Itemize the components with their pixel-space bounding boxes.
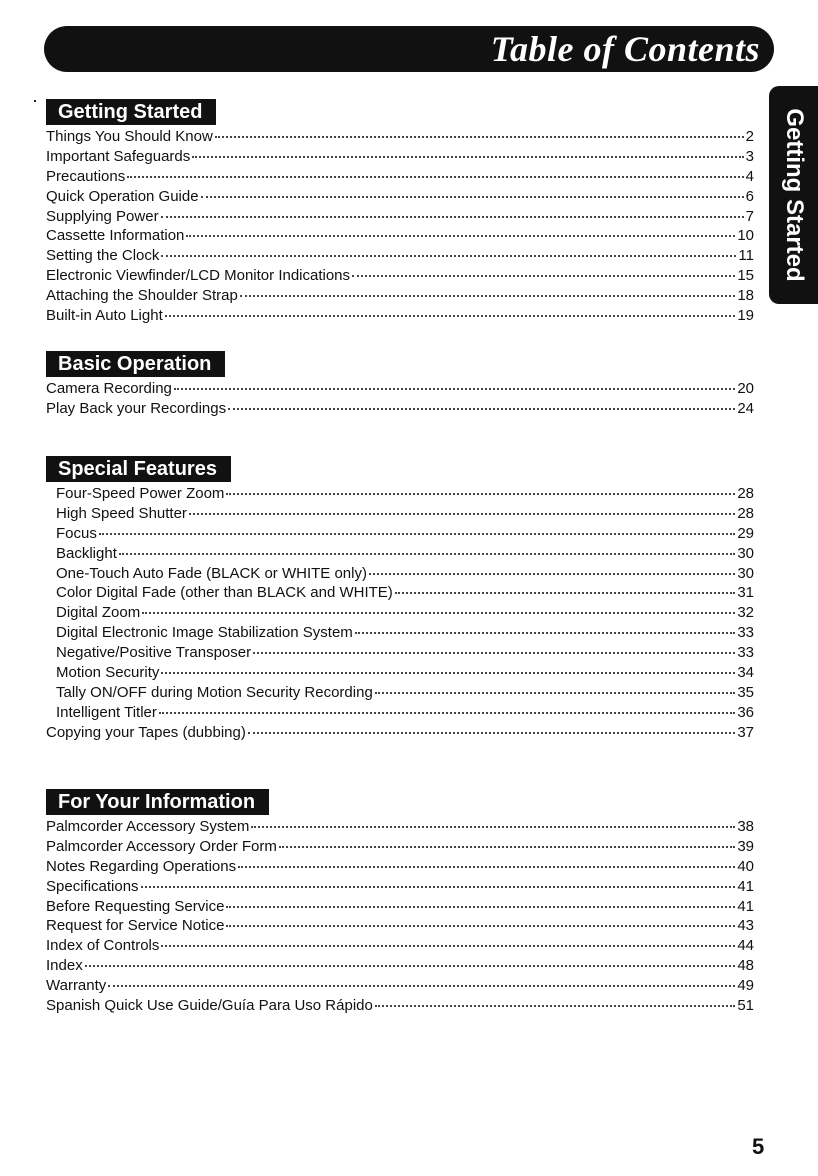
dot-leader — [127, 176, 743, 178]
toc-list — [46, 817, 754, 1016]
toc-entry[interactable] — [46, 127, 754, 147]
toc-entry-page: 33 — [737, 644, 754, 662]
toc-entry-page: 31 — [737, 584, 754, 602]
dot-leader — [240, 295, 736, 297]
toc-entry-label: Digital Electronic Image Stabilization System — [56, 624, 353, 642]
dot-leader — [375, 692, 736, 694]
dot-leader — [279, 846, 735, 848]
dot-leader — [165, 315, 736, 317]
toc-entry[interactable] — [46, 207, 754, 227]
toc-entry-page: 48 — [737, 957, 754, 975]
dot-leader — [186, 235, 735, 237]
dot-leader — [226, 493, 735, 495]
dot-leader — [375, 1005, 735, 1007]
toc-entry-label: One-Touch Auto Fade (BLACK or WHITE only) — [56, 564, 367, 582]
toc-entry-page: 10 — [737, 227, 754, 245]
toc-entry[interactable] — [46, 504, 754, 524]
title-banner — [44, 26, 774, 72]
toc-entry[interactable] — [46, 976, 754, 996]
dot-leader — [355, 632, 736, 634]
toc-entry[interactable] — [46, 266, 754, 286]
toc-entry-page: 41 — [737, 877, 754, 895]
section-heading: Basic Operation — [46, 351, 225, 377]
toc-entry-page: 35 — [737, 683, 754, 701]
toc-entry-label: Motion Security — [56, 664, 160, 682]
toc-entry[interactable] — [46, 723, 754, 743]
toc-entry-page: 36 — [737, 703, 754, 721]
dot-leader — [141, 886, 736, 888]
dot-leader — [352, 275, 735, 277]
toc-entry-page: 38 — [737, 818, 754, 835]
toc-entry-page: 20 — [737, 380, 754, 397]
toc-entry[interactable] — [46, 564, 754, 584]
toc-entry-label: Warranty — [46, 977, 107, 995]
toc-entry-page: 24 — [737, 399, 754, 417]
dot-leader — [369, 573, 735, 575]
toc-entry-page: 18 — [737, 287, 754, 305]
dot-leader — [119, 553, 735, 555]
toc-entry-page: 30 — [737, 564, 754, 582]
toc-list — [46, 379, 754, 419]
toc-entry[interactable] — [46, 683, 754, 703]
toc-entry[interactable] — [46, 996, 754, 1016]
toc-entry-label: Copying your Tapes (dubbing) — [46, 723, 246, 741]
dot-leader — [159, 712, 735, 714]
toc-entry[interactable] — [46, 663, 754, 683]
toc-entry-page: 6 — [745, 187, 754, 205]
dot-leader — [226, 906, 735, 908]
toc-entry-label: Negative/Positive Transposer — [56, 644, 252, 662]
toc-entry-label: Spanish Quick Use Guide/Guía Para Uso Rápido — [46, 997, 373, 1015]
dot-leader — [142, 612, 735, 614]
toc-entry-page: 11 — [738, 247, 754, 265]
toc-entry[interactable] — [46, 936, 754, 956]
section-for-your-information — [46, 789, 754, 1016]
toc-entry-page: 40 — [737, 857, 754, 875]
toc-entry-label: Important Safeguards — [46, 147, 191, 165]
toc-entry-label: Precautions — [46, 167, 126, 185]
section-getting-started — [46, 99, 754, 326]
dot-leader — [251, 826, 735, 828]
toc-entry-label: Camera Recording — [46, 380, 172, 397]
toc-entry[interactable] — [46, 897, 754, 917]
toc-entry-label: Color Digital Fade (other than BLACK and WHITE) — [56, 584, 393, 602]
toc-entry-page: 44 — [737, 937, 754, 955]
dot-leader — [248, 732, 735, 734]
toc-entry-page: 37 — [737, 723, 754, 741]
toc-entry-label: Palmcorder Accessory Order Form — [46, 837, 277, 855]
toc-entry-label: Tally ON/OFF during Motion Security Recording — [56, 683, 373, 701]
dot-leader — [99, 533, 735, 535]
toc-entry[interactable] — [46, 226, 754, 246]
dot-leader — [161, 945, 735, 947]
toc-entry-label: Index — [46, 957, 83, 975]
toc-entry-label: Play Back your Recordings — [46, 399, 227, 417]
toc-entry[interactable] — [46, 623, 754, 643]
toc-entry-label: Setting the Clock — [46, 247, 160, 265]
toc-entry-label: Index of Controls — [46, 937, 160, 955]
toc-entry-label: Supplying Power — [46, 207, 159, 225]
dot-leader — [161, 216, 744, 218]
toc-entry-label: Before Requesting Service — [46, 897, 225, 915]
toc-entry[interactable] — [46, 916, 754, 936]
toc-entry[interactable] — [46, 817, 754, 837]
toc-entry-page: 19 — [737, 307, 754, 325]
toc-list — [46, 484, 754, 743]
section-basic-operation — [46, 351, 754, 419]
toc-entry[interactable] — [46, 524, 754, 544]
toc-entry[interactable] — [46, 837, 754, 857]
dot-leader — [395, 592, 736, 594]
dot-leader — [215, 136, 744, 138]
toc-entry-label: Four-Speed Power Zoom — [56, 485, 225, 502]
toc-entry-label: Things You Should Know — [46, 128, 213, 145]
toc-entry-page: 32 — [737, 604, 754, 622]
toc-entry-page: 29 — [737, 524, 754, 542]
toc-entry-label: Intelligent Titler — [56, 703, 157, 721]
dot-leader — [174, 388, 735, 390]
toc-entry[interactable] — [46, 603, 754, 623]
toc-entry[interactable] — [46, 306, 754, 326]
toc-entry[interactable] — [46, 167, 754, 187]
toc-entry-page: 39 — [737, 837, 754, 855]
scan-speck — [34, 100, 36, 102]
toc-entry-page: 15 — [737, 267, 754, 285]
toc-entry[interactable] — [46, 246, 754, 266]
toc-entry-label: Focus — [56, 524, 97, 542]
toc-entry-label: Electronic Viewfinder/LCD Monitor Indications — [46, 267, 351, 285]
toc-entry-page: 34 — [737, 664, 754, 682]
toc-entry-label: Quick Operation Guide — [46, 187, 199, 205]
toc-entry-label: Digital Zoom — [56, 604, 141, 622]
toc-entry[interactable] — [46, 583, 754, 603]
section-heading: Getting Started — [46, 99, 216, 125]
toc-entry-label: Specifications — [46, 877, 139, 895]
toc-entry[interactable] — [46, 147, 754, 167]
toc-entry[interactable] — [46, 956, 754, 976]
toc-entry[interactable] — [46, 379, 754, 399]
toc-entry-page: 3 — [745, 147, 754, 165]
side-tab — [769, 86, 818, 304]
dot-leader — [161, 255, 736, 257]
dot-leader — [108, 985, 735, 987]
dot-leader — [201, 196, 744, 198]
toc-entry[interactable] — [46, 877, 754, 897]
toc-entry-label: Palmcorder Accessory System — [46, 818, 250, 835]
dot-leader — [226, 925, 735, 927]
toc-entry-page: 41 — [737, 897, 754, 915]
toc-entry[interactable] — [46, 643, 754, 663]
toc-list — [46, 127, 754, 326]
toc-entry-page: 30 — [737, 544, 754, 562]
side-tab-label: Getting Started — [780, 108, 808, 282]
toc-entry-page: 43 — [737, 917, 754, 935]
toc-entry[interactable] — [46, 857, 754, 877]
dot-leader — [189, 513, 735, 515]
toc-entry-label: Request for Service Notice — [46, 917, 225, 935]
toc-entry[interactable] — [46, 399, 754, 419]
dot-leader — [228, 408, 735, 410]
dot-leader — [192, 156, 743, 158]
toc-entry-label: Notes Regarding Operations — [46, 857, 237, 875]
toc-entry-page: 33 — [737, 624, 754, 642]
toc-entry[interactable] — [46, 187, 754, 207]
page-title: Table of Contents — [490, 29, 760, 69]
toc-entry-page: 51 — [737, 997, 754, 1015]
toc-entry-label: High Speed Shutter — [56, 504, 187, 522]
dot-leader — [238, 866, 735, 868]
toc-entry-label: Backlight — [56, 544, 117, 562]
toc-entry-label: Built-in Auto Light — [46, 307, 163, 325]
toc-entry-page: 28 — [737, 485, 754, 502]
section-heading: For Your Information — [46, 789, 269, 815]
toc-entry[interactable] — [46, 484, 754, 504]
toc-entry[interactable] — [46, 544, 754, 564]
toc-entry-label: Attaching the Shoulder Strap — [46, 287, 238, 305]
dot-leader — [161, 672, 735, 674]
toc-entry-label: Cassette Information — [46, 227, 185, 245]
dot-leader — [85, 965, 736, 967]
section-special-features — [46, 456, 754, 743]
page-number: 5 — [752, 1134, 765, 1159]
toc-entry-page: 2 — [745, 128, 754, 145]
toc-entry[interactable] — [46, 703, 754, 723]
toc-entry[interactable] — [46, 286, 754, 306]
section-heading: Special Features — [46, 456, 231, 482]
toc-entry-page: 49 — [737, 977, 754, 995]
toc-entry-page: 7 — [745, 207, 754, 225]
toc-entry-page: 28 — [737, 504, 754, 522]
dot-leader — [253, 652, 735, 654]
toc-entry-page: 4 — [745, 167, 754, 185]
